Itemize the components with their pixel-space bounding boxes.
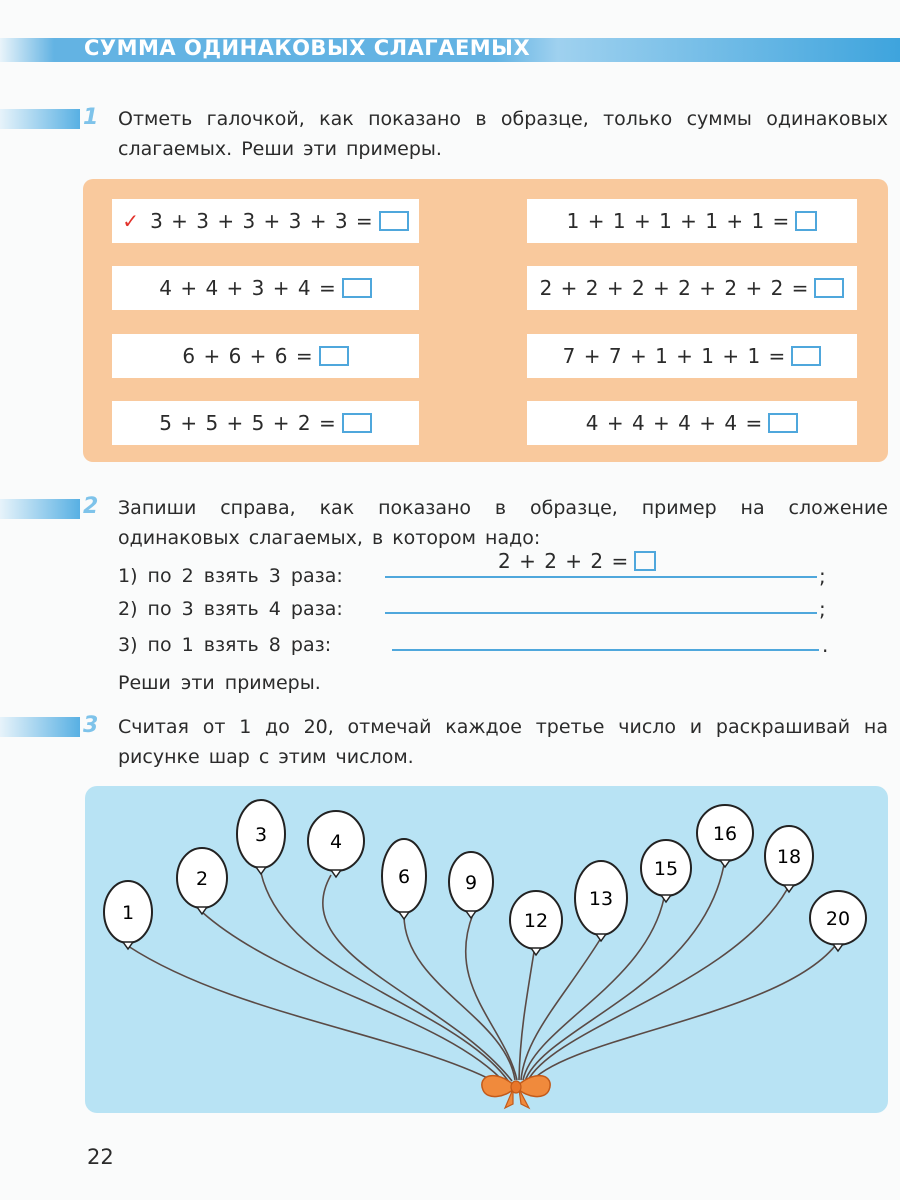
string-2 <box>202 912 506 1084</box>
balloon-15[interactable] <box>641 840 691 902</box>
page-number: 22 <box>87 1145 114 1169</box>
sum-cell-right-2[interactable] <box>527 266 857 310</box>
task-2-row-1-label: 1) по 2 взять 3 раза: <box>118 565 343 587</box>
sum-expression: 7 + 7 + 1 + 1 + 1 = <box>562 344 787 368</box>
sum-expression: 4 + 4 + 4 + 4 = <box>585 411 764 435</box>
balloon-number: 3 <box>254 824 268 846</box>
answer-line-2[interactable] <box>385 612 817 614</box>
row-3-end: . <box>822 633 829 657</box>
balloon-number: 16 <box>712 823 738 845</box>
answer-line-1[interactable] <box>385 576 817 578</box>
balloon-number: 4 <box>329 831 343 853</box>
balloon-number: 20 <box>825 908 851 930</box>
page-title: СУММА ОДИНАКОВЫХ СЛАГАЕМЫХ <box>84 36 531 60</box>
sum-expression: 6 + 6 + 6 = <box>182 344 314 368</box>
balloon-number: 13 <box>588 888 614 910</box>
balloon-number: 2 <box>195 868 209 890</box>
sample-answer <box>498 549 656 573</box>
balloon-number: 6 <box>397 866 411 888</box>
task-1-text: Отметь галочкой, как показано в образце, только суммы одинаковых слагаемых. Реши эти примеры. <box>118 108 888 160</box>
balloon-4[interactable] <box>308 811 364 877</box>
sum-cell-right-4[interactable] <box>527 401 857 445</box>
balloon-12[interactable] <box>510 891 562 955</box>
sum-expression: 5 + 5 + 5 + 2 = <box>159 411 337 435</box>
string-1 <box>128 946 503 1086</box>
answer-box[interactable] <box>791 346 821 366</box>
answer-box[interactable] <box>319 346 349 366</box>
balloon-3[interactable] <box>237 800 285 874</box>
balloon-number: 18 <box>776 846 802 868</box>
balloon-18[interactable] <box>765 826 813 892</box>
sum-expression: 2 + 2 + 2 + 2 + 2 + 2 = <box>539 276 810 300</box>
row-2-end: ; <box>819 597 826 621</box>
task-2-band <box>0 499 80 519</box>
balloons-illustration <box>85 786 888 1113</box>
sum-cell-left-1[interactable] <box>112 199 419 243</box>
string-5 <box>404 916 515 1080</box>
balloon-6[interactable] <box>382 839 426 919</box>
balloon-13[interactable] <box>575 861 627 941</box>
checkmark-icon: ✓ <box>122 209 141 233</box>
balloon-9[interactable] <box>449 852 493 918</box>
task-3-text: Считая от 1 до 20, отмечай каждое третье число и раскрашивай на рисунке шар с этим числом. <box>118 716 888 768</box>
sum-cell-left-4[interactable] <box>112 401 419 445</box>
sum-expression: 4 + 4 + 3 + 4 = <box>159 276 337 300</box>
task-3-number: 3 <box>83 713 99 738</box>
string-12 <box>529 942 838 1084</box>
answer-box[interactable] <box>795 211 817 231</box>
answer-box[interactable] <box>768 413 798 433</box>
string-6 <box>466 914 517 1080</box>
task-1-number: 1 <box>83 105 99 130</box>
answer-box[interactable] <box>342 278 372 298</box>
sample-expression: 2 + 2 + 2 = <box>498 549 630 573</box>
balloon-number: 9 <box>464 872 478 894</box>
balloon-1[interactable] <box>104 881 152 949</box>
task-2-text: Запиши справа, как показано в образце, пример на сложение одинаковых слагаемых, в котором надо: <box>118 497 888 549</box>
answer-box[interactable] <box>342 413 372 433</box>
answer-box[interactable] <box>814 278 844 298</box>
sum-cell-left-3[interactable] <box>112 334 419 378</box>
sum-expression: 3 + 3 + 3 + 3 + 3 = <box>150 209 374 233</box>
task-2-footer: Реши эти примеры. <box>118 672 321 694</box>
sum-cell-right-1[interactable] <box>527 199 857 243</box>
sum-cell-left-2[interactable] <box>112 266 419 310</box>
sum-expression: 1 + 1 + 1 + 1 + 1 = <box>566 209 791 233</box>
answer-line-3[interactable] <box>392 649 819 651</box>
task-2-row-3-label: 3) по 1 взять 8 раз: <box>118 634 332 656</box>
balloon-number: 1 <box>121 902 135 924</box>
bow-icon <box>482 1076 550 1108</box>
row-1-end: ; <box>819 564 826 588</box>
balloon-16[interactable] <box>697 805 753 867</box>
task-3-band <box>0 717 80 737</box>
sum-cell-right-3[interactable] <box>527 334 857 378</box>
balloon-2[interactable] <box>177 848 227 914</box>
task-2-number: 2 <box>83 494 99 519</box>
answer-box <box>634 551 656 571</box>
balloon-picture-panel <box>85 786 888 1113</box>
balloon-20[interactable] <box>810 891 866 951</box>
answer-box[interactable] <box>379 211 409 231</box>
task-1-band <box>0 109 80 129</box>
task-2-row-2-label: 2) по 3 взять 4 раза: <box>118 598 343 620</box>
balloon-number: 15 <box>653 858 679 880</box>
balloon-number: 12 <box>523 910 549 932</box>
